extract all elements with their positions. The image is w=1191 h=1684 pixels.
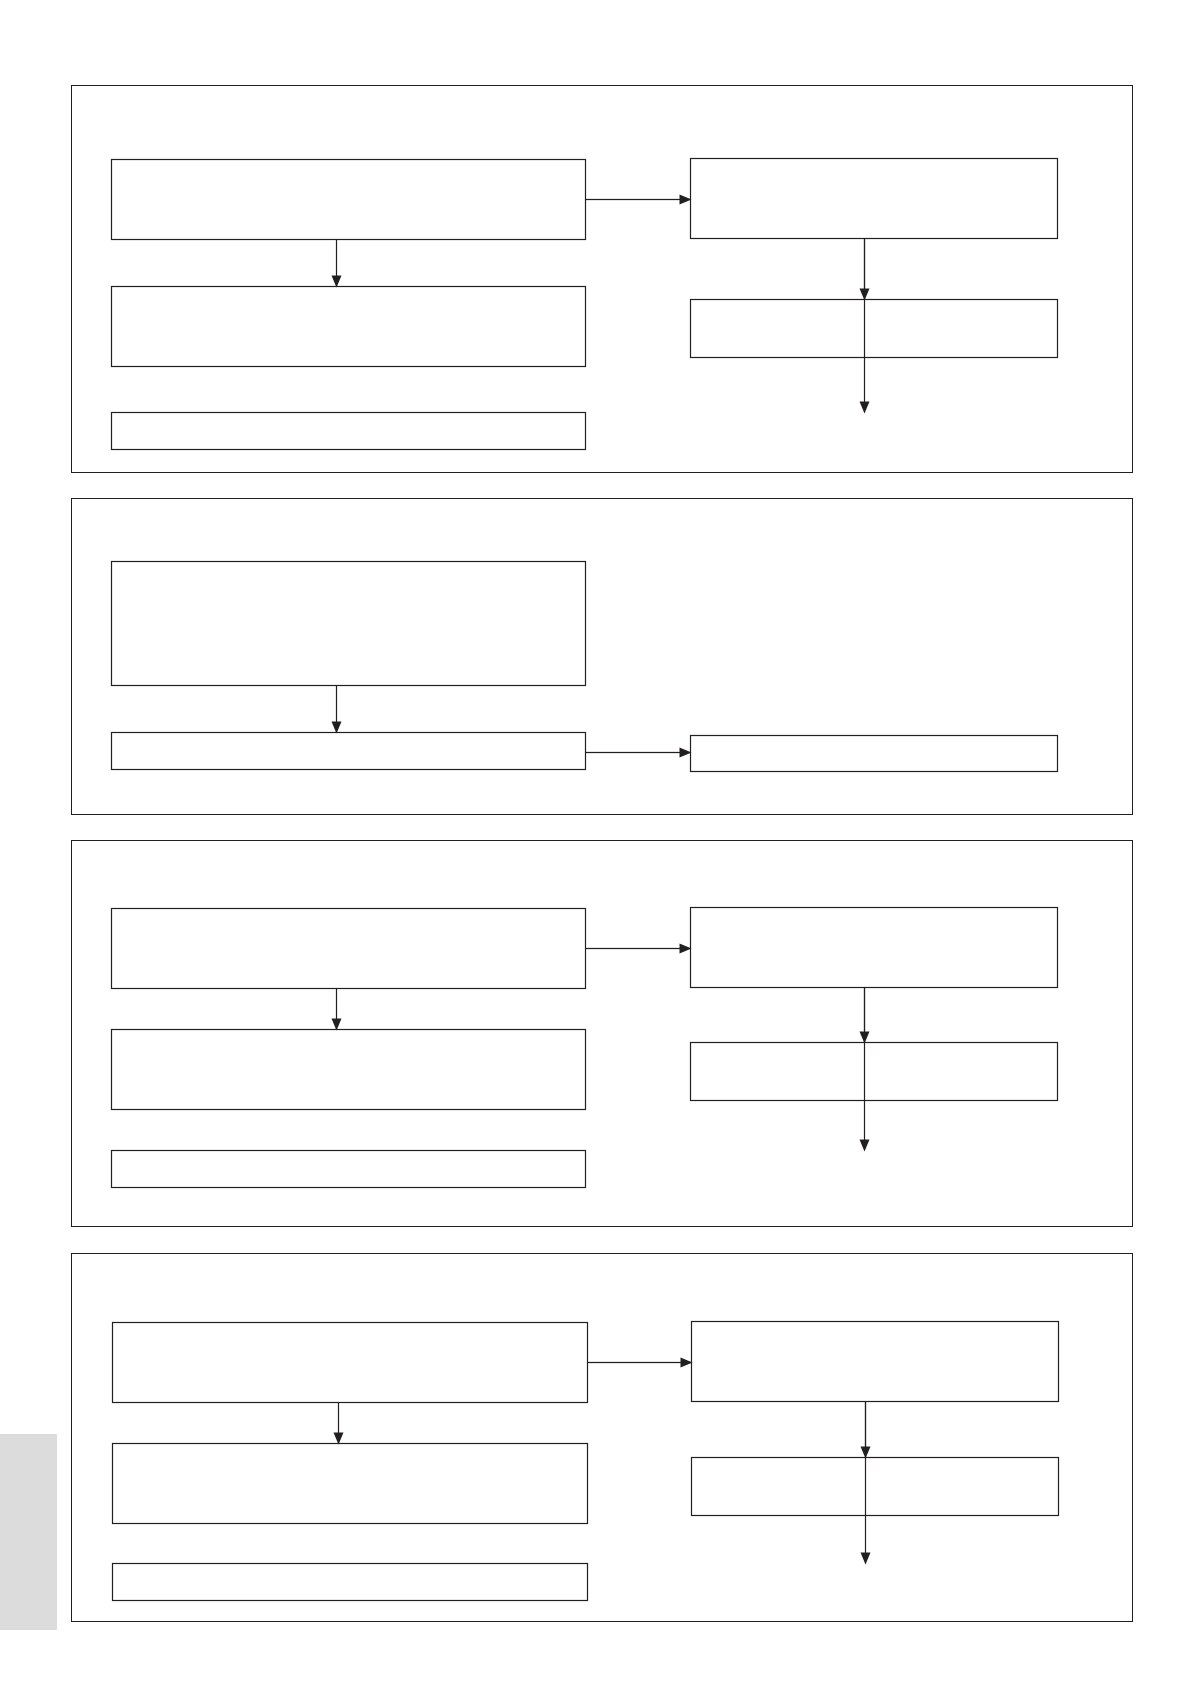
flow-box — [112, 413, 586, 450]
flow-box-rect — [691, 736, 1058, 772]
flow-box-rect — [112, 160, 586, 240]
panel-1 — [72, 86, 1133, 473]
flow-box-rect — [692, 1458, 1059, 1516]
flow-box — [691, 908, 1058, 988]
flow-box — [691, 300, 1058, 358]
flow-box — [112, 1030, 586, 1110]
flow-box — [112, 287, 586, 367]
flow-box — [692, 1322, 1059, 1402]
flow-box-rect — [112, 287, 586, 367]
flow-box — [692, 1458, 1059, 1516]
flow-box — [691, 736, 1058, 772]
flow-box-rect — [691, 1043, 1058, 1101]
flow-box-rect — [112, 413, 586, 450]
panel-4 — [72, 1254, 1133, 1622]
flow-box — [113, 1444, 588, 1524]
flow-box-rect — [112, 733, 586, 770]
flow-box-rect — [112, 1030, 586, 1110]
flow-box — [691, 1043, 1058, 1101]
flow-box — [113, 1323, 588, 1403]
flow-box-rect — [691, 908, 1058, 988]
flow-box — [112, 160, 586, 240]
flow-box — [691, 159, 1058, 239]
panel-2 — [72, 499, 1133, 815]
flow-box-rect — [691, 159, 1058, 239]
flow-box — [112, 562, 586, 686]
side-tab-marker — [0, 1434, 57, 1630]
flow-box-rect — [113, 1444, 588, 1524]
panel-3 — [72, 841, 1133, 1227]
flow-box — [112, 1151, 586, 1188]
flow-box — [112, 909, 586, 989]
flow-box-rect — [112, 562, 586, 686]
flow-box-rect — [113, 1564, 588, 1601]
flow-box-rect — [692, 1322, 1059, 1402]
flow-box-rect — [691, 300, 1058, 358]
flow-box — [112, 733, 586, 770]
flow-box-rect — [113, 1323, 588, 1403]
flow-box-rect — [112, 1151, 586, 1188]
flow-box-rect — [112, 909, 586, 989]
flow-box — [113, 1564, 588, 1601]
